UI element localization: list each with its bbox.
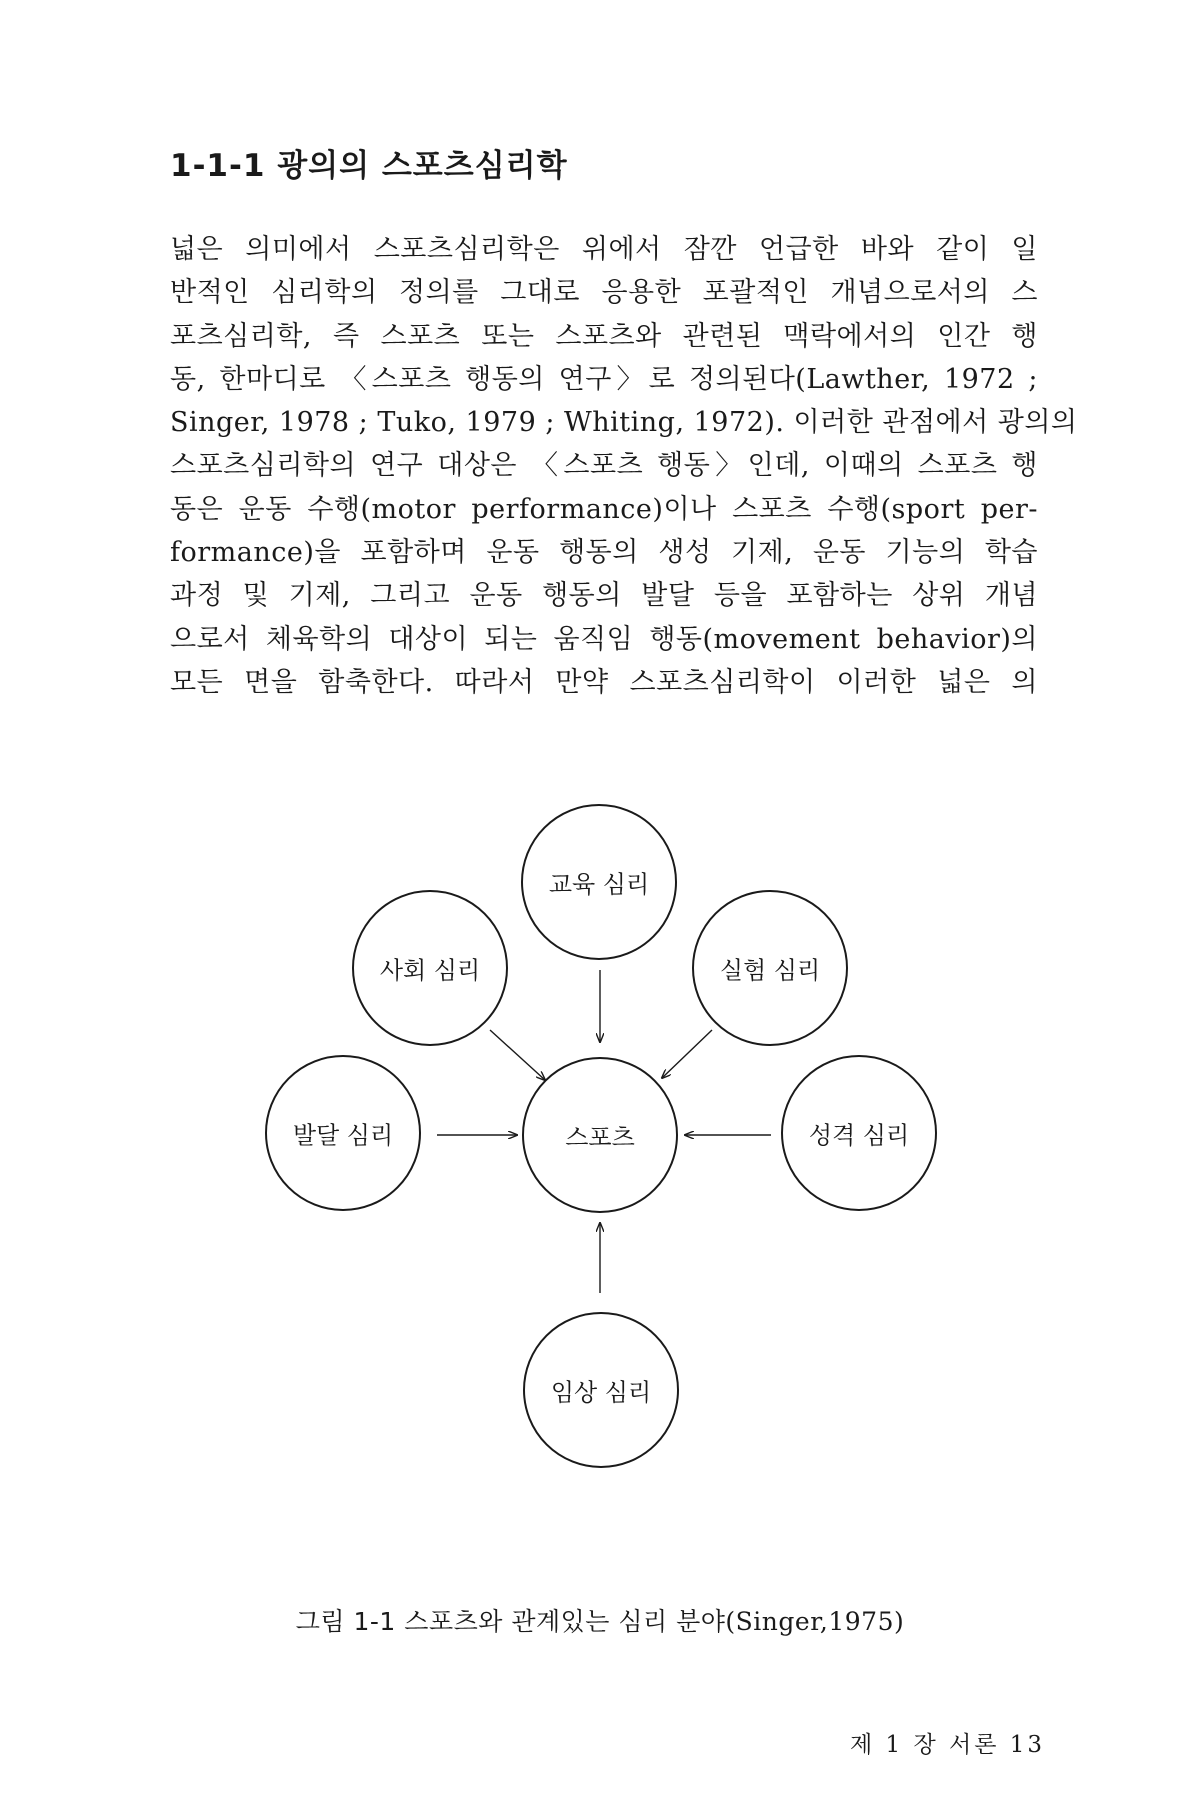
text-line: 포츠심리학, 즉 스포츠 또는 스포츠와 관련된 맥락에서의 인간 행 xyxy=(170,320,1038,352)
node-label-clinical: 임상 심리 xyxy=(550,1378,652,1407)
text-line: 스포츠심리학의 연구 대상은 〈스포츠 행동〉인데, 이때의 스포츠 행 xyxy=(170,450,1038,482)
node-label-social: 사회 심리 xyxy=(379,956,481,985)
text-line: 으로서 체육학의 대상이 되는 움직임 행동(movement behavior)의 xyxy=(170,623,1038,655)
node-label-personality: 성격 심리 xyxy=(808,1121,910,1150)
node-label-development: 발달 심리 xyxy=(292,1121,394,1150)
section-heading: 1-1-1 광의의 스포츠심리학 xyxy=(170,148,568,184)
text-line: 넓은 의미에서 스포츠심리학은 위에서 잠깐 언급한 바와 같이 일 xyxy=(170,234,1038,265)
figure-caption xyxy=(0,1602,1200,1638)
body-paragraph xyxy=(170,228,1078,704)
text-line: 과정 및 기제, 그리고 운동 행동의 발달 등을 포함하는 상위 개념 xyxy=(170,580,1038,612)
text-line: formance)을 포함하며 운동 행동의 생성 기제, 운동 기능의 학습 xyxy=(170,537,1038,569)
page-footer: 제 1 장 서론 13 xyxy=(849,1732,1045,1758)
node-label-center: 스포츠 xyxy=(565,1123,635,1152)
node-label-education: 교육 심리 xyxy=(548,870,650,899)
figure-number: 그림 1-1 xyxy=(295,1607,396,1636)
figure-caption-text: 스포츠와 관계있는 심리 분야(Singer,1975) xyxy=(395,1607,905,1636)
text-line: 동은 운동 수행(motor performance)이나 스포츠 수행(sport per- xyxy=(170,493,1038,525)
psychology-fields-diagram xyxy=(0,780,1200,1540)
text-line: 동, 한마디로 〈스포츠 행동의 연구〉로 정의된다(Lawther, 1972 ; xyxy=(170,363,1038,395)
node-label-experimental: 실험 심리 xyxy=(719,956,821,985)
text-line: 모든 면을 함축한다. 따라서 만약 스포츠심리학이 이러한 넓은 의 xyxy=(170,666,1038,698)
arrow-social-to-center xyxy=(490,1030,545,1080)
arrow-experimental-to-center xyxy=(662,1030,712,1078)
text-line: Singer, 1978 ; Tuko, 1979 ; Whiting, 1972). 이러한 관점에서 광의의 xyxy=(170,407,1078,439)
text-line: 반적인 심리학의 정의를 그대로 응용한 포괄적인 개념으로서의 스 xyxy=(170,277,1038,309)
